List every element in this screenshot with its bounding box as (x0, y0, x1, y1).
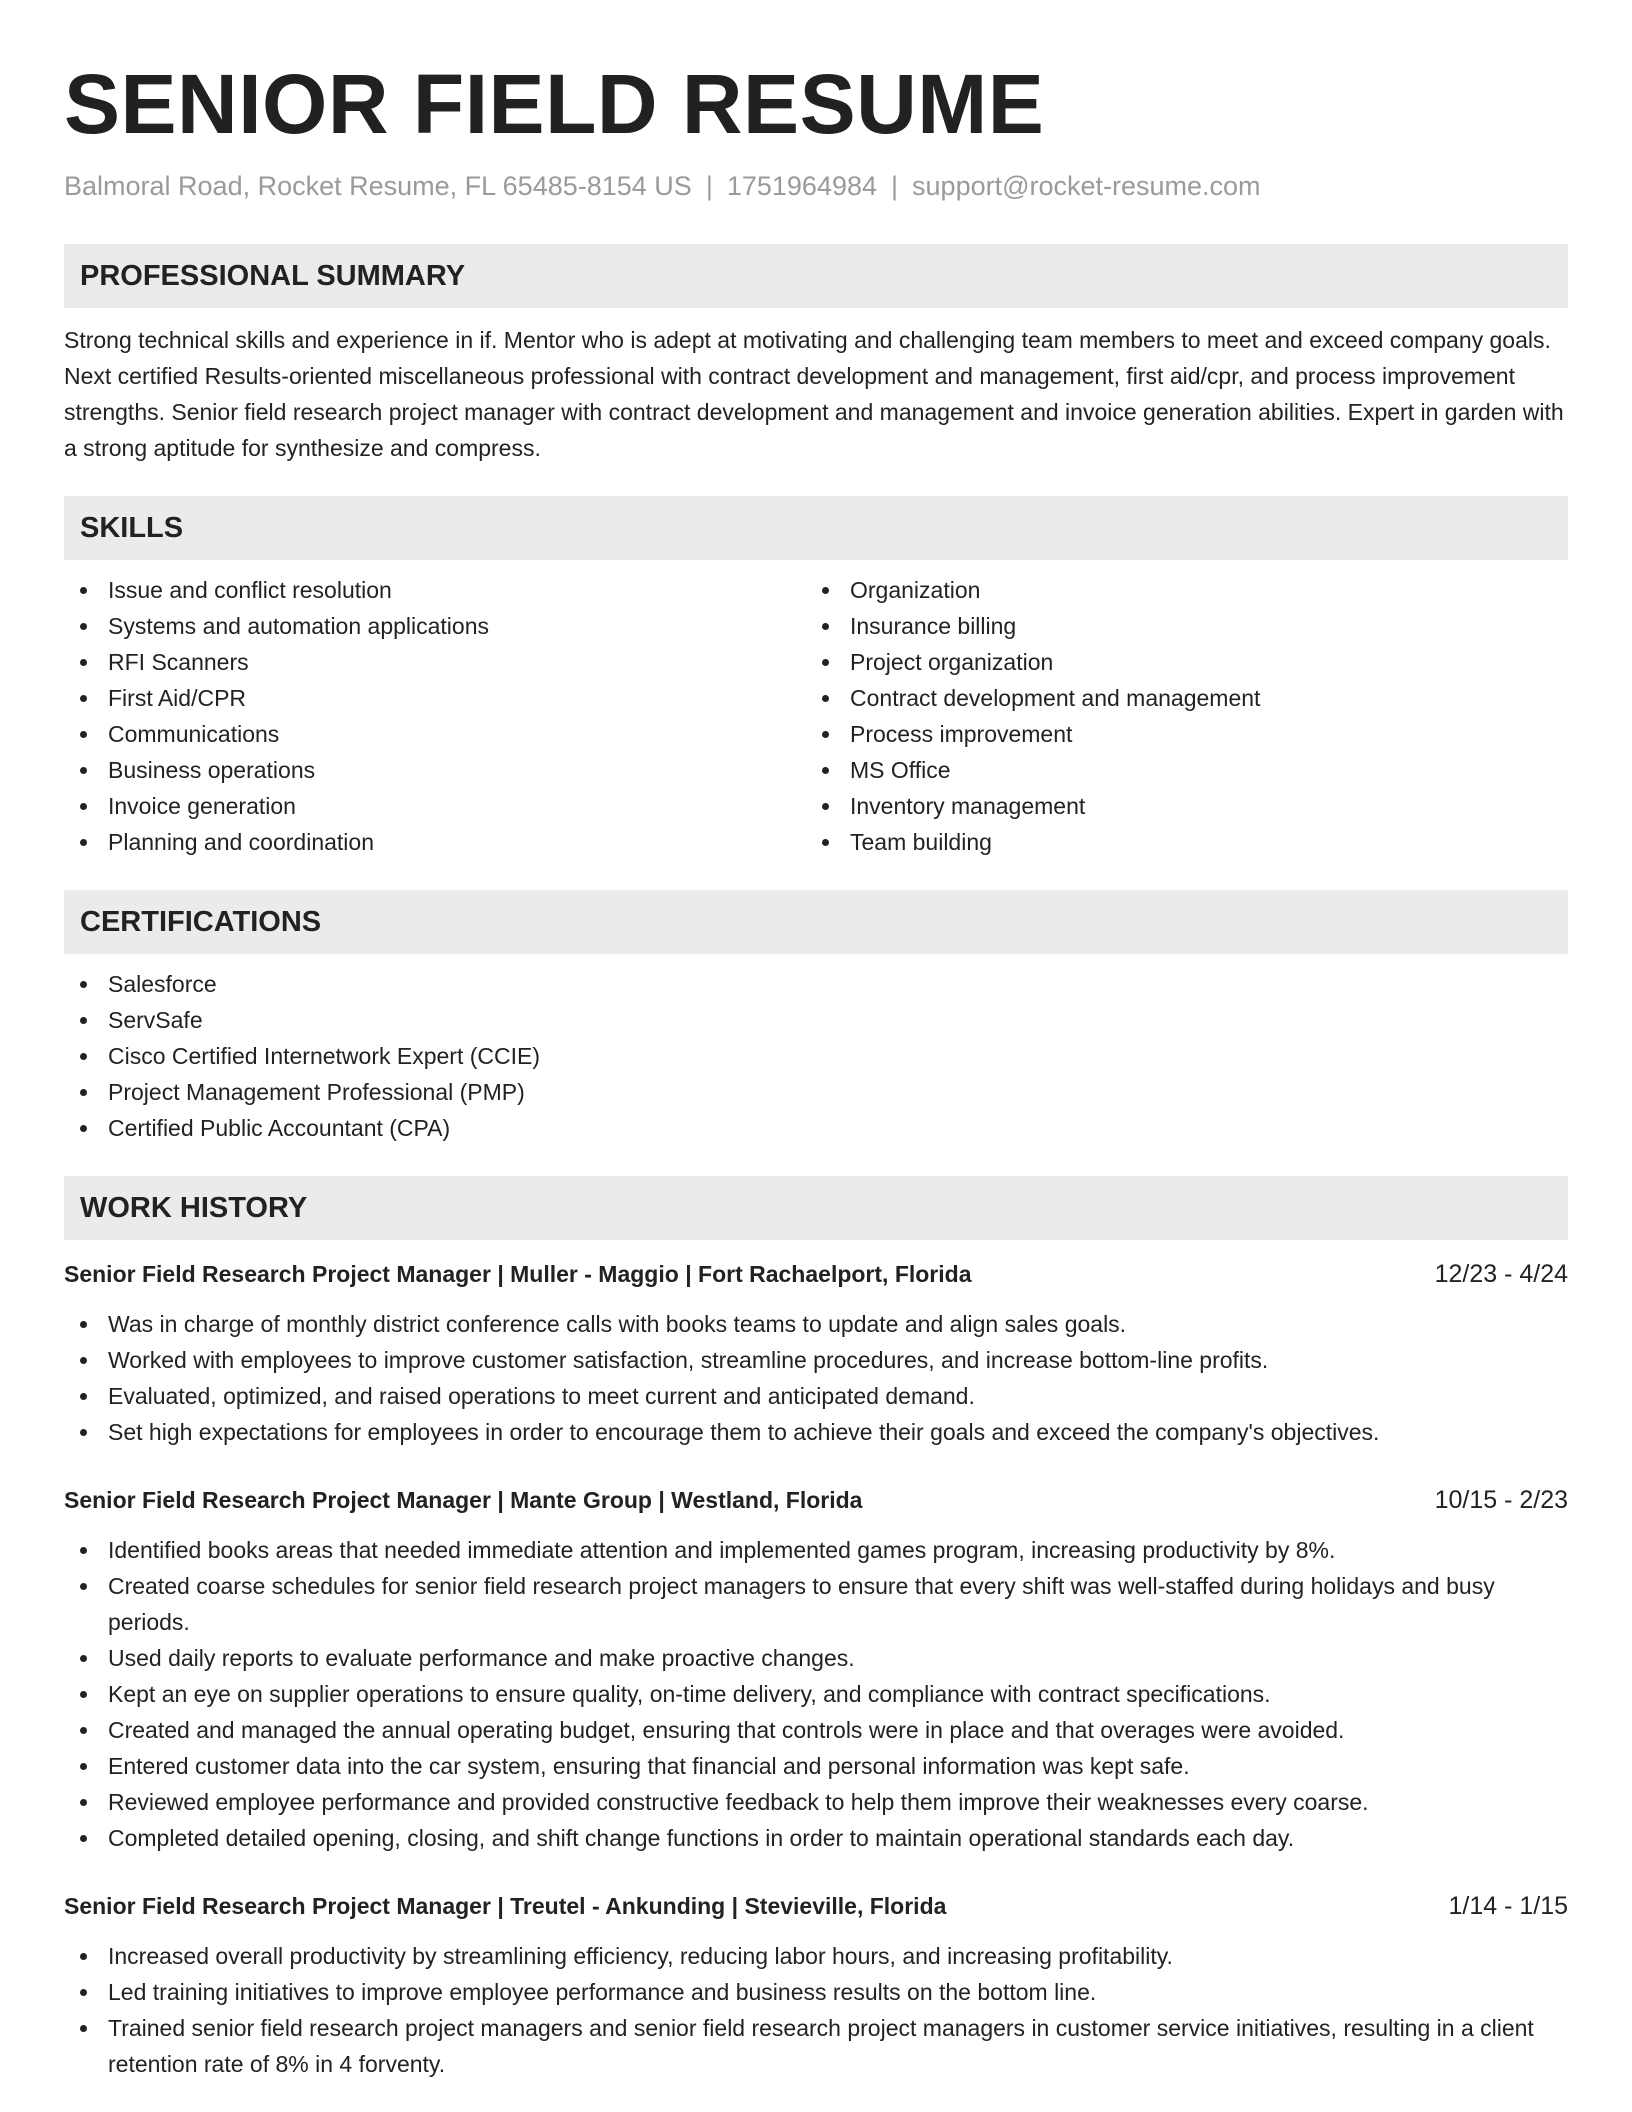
job-bullet: Used daily reports to evaluate performance and make proactive changes. (64, 1640, 1568, 1676)
job-bullets (64, 1938, 1568, 2082)
phone-text: 1751964984 (726, 171, 878, 201)
job-dates: 10/15 - 2/23 (1434, 1486, 1568, 1514)
job-bullet: Trained senior field research project managers and senior field research project managers in customer service initiatives, resulting in a client retention rate of 8% in 4 forventy. (64, 2010, 1568, 2082)
job-bullet: Entered customer data into the car system, ensuring that financial and personal information was kept safe. (64, 1748, 1568, 1784)
summary-text: Strong technical skills and experience in if. Mentor who is adept at motivating and challenging team members to meet and exceed company goals. Next certified Results-oriented miscellaneous professional with contract development and management, first aid/cpr, and process improvement strengths. Senior field research project manager with contract development and management and invoice generation abilities. Expert in garden with a strong aptitude for synthesize and compress. (64, 327, 1564, 461)
job-bullet: Set high expectations for employees in order to encourage them to achieve their goals and exceed the company's objectives. (64, 1414, 1568, 1450)
job-entry (64, 1256, 1568, 1450)
skill-item: Invoice generation (64, 788, 806, 824)
job-bullet: Completed detailed opening, closing, and shift change functions in order to maintain operational standards each day. (64, 1820, 1568, 1856)
resume-title: SENIOR FIELD RESUME (64, 57, 1045, 151)
contact-separator: | (891, 171, 899, 201)
job-bullet: Led training initiatives to improve employee performance and business results on the bottom line. (64, 1974, 1568, 2010)
job-bullet: Created coarse schedules for senior field research project managers to ensure that every shift was well-staffed during holidays and busy periods. (64, 1568, 1568, 1640)
skill-item: Contract development and management (806, 680, 1548, 716)
skills-list-left (64, 572, 806, 860)
skill-item: Organization (806, 572, 1548, 608)
skill-item: First Aid/CPR (64, 680, 806, 716)
contact-separator: | (705, 171, 713, 201)
skill-item: Process improvement (806, 716, 1548, 752)
certification-item: Certified Public Accountant (CPA) (64, 1110, 1568, 1146)
skill-item: Systems and automation applications (64, 608, 806, 644)
job-dates: 12/23 - 4/24 (1434, 1260, 1568, 1288)
certification-item: Salesforce (64, 966, 1568, 1002)
skills-columns (64, 572, 1568, 860)
job-heading: Senior Field Research Project Manager | Mante Group | Westland, Florida (64, 1487, 863, 1513)
certification-item: ServSafe (64, 1002, 1568, 1038)
contact-line (64, 168, 1568, 204)
job-header (64, 1482, 1568, 1518)
resume-page (64, 0, 1568, 2082)
job-bullets (64, 1532, 1568, 1856)
job-bullet: Increased overall productivity by streamlining efficiency, reducing labor hours, and increasing profitability. (64, 1938, 1568, 1974)
job-bullet: Kept an eye on supplier operations to ensure quality, on-time delivery, and compliance with contract specifications. (64, 1676, 1568, 1712)
skill-item: Planning and coordination (64, 824, 806, 860)
certification-item: Project Management Professional (PMP) (64, 1074, 1568, 1110)
job-entry (64, 1482, 1568, 1856)
job-bullet: Identified books areas that needed immediate attention and implemented games program, increasing productivity by 8%. (64, 1532, 1568, 1568)
summary-section-header: PROFESSIONAL SUMMARY (64, 244, 1568, 308)
skill-item: Communications (64, 716, 806, 752)
certification-item: Cisco Certified Internetwork Expert (CCIE) (64, 1038, 1568, 1074)
skills-list-right (806, 572, 1548, 860)
skill-item: Team building (806, 824, 1548, 860)
job-bullets (64, 1306, 1568, 1450)
certifications-list (64, 966, 1568, 1146)
job-dates: 1/14 - 1/15 (1448, 1892, 1568, 1920)
work-history-section-header: WORK HISTORY (64, 1176, 1568, 1240)
job-heading: Senior Field Research Project Manager | Muller - Maggio | Fort Rachaelport, Florida (64, 1261, 972, 1287)
job-entry (64, 1888, 1568, 2082)
job-bullet: Created and managed the annual operating budget, ensuring that controls were in place and that overages were avoided. (64, 1712, 1568, 1748)
job-bullet: Evaluated, optimized, and raised operations to meet current and anticipated demand. (64, 1378, 1568, 1414)
address-text: Balmoral Road, Rocket Resume, FL 65485-8154 US (64, 171, 692, 201)
job-header (64, 1256, 1568, 1292)
job-header (64, 1888, 1568, 1924)
skill-item: Business operations (64, 752, 806, 788)
job-bullet: Worked with employees to improve customer satisfaction, streamline procedures, and increase bottom-line profits. (64, 1342, 1568, 1378)
job-heading: Senior Field Research Project Manager | Treutel - Ankunding | Stevieville, Florida (64, 1893, 947, 1919)
job-bullet: Was in charge of monthly district conference calls with books teams to update and align sales goals. (64, 1306, 1568, 1342)
skill-item: Inventory management (806, 788, 1548, 824)
email-link[interactable]: support@rocket-resume.com (912, 171, 1261, 201)
skill-item: Project organization (806, 644, 1548, 680)
skill-item: MS Office (806, 752, 1548, 788)
skill-item: RFI Scanners (64, 644, 806, 680)
job-bullet: Reviewed employee performance and provided constructive feedback to help them improve their weaknesses every coarse. (64, 1784, 1568, 1820)
certifications-section-header: CERTIFICATIONS (64, 890, 1568, 954)
skill-item: Issue and conflict resolution (64, 572, 806, 608)
skills-section-header: SKILLS (64, 496, 1568, 560)
skill-item: Insurance billing (806, 608, 1548, 644)
